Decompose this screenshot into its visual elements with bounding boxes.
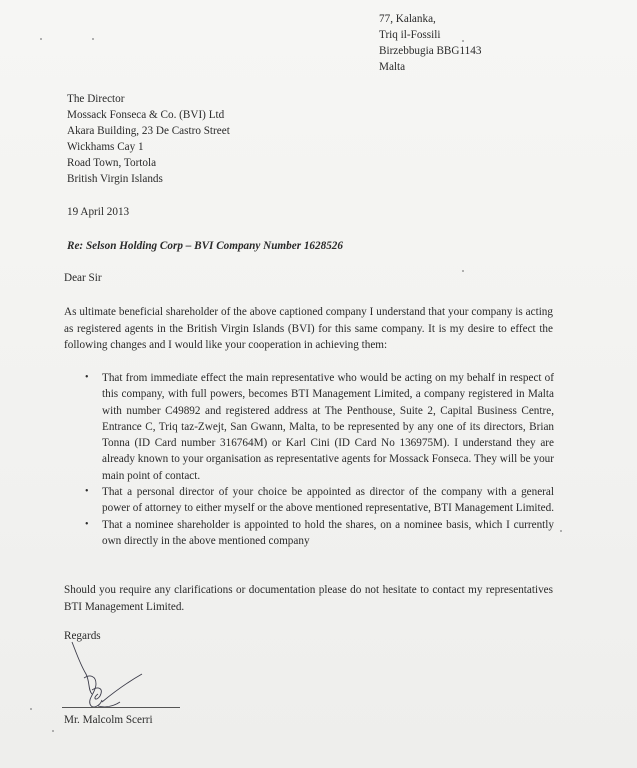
scan-speck [30, 708, 32, 710]
intro-paragraph: As ultimate beneficial shareholder of the above captioned company I understand that your company is acting as registered agents in the British Virgin Islands (BVI) for this same company. It is my desire to effect the following changes and I would like your cooperation in achieving them: [64, 306, 553, 351]
signatory-name: Mr. Malcolm Scerri [64, 714, 153, 726]
scan-speck [52, 730, 54, 732]
list-item-text: That from immediate effect the main representative who would be acting on my behalf in respect of this company, with full powers, becomes BTI Management Limited, a company registered in Malta with number C49892 and registered address at The Penthouse, Suite 2, Capital Business Centre, Entrance C, Triq taz-Zwejt, San Gwann, Malta, to be represented by any one of its directors, Brian Tonna (ID Card number 316764M) or Karl Cini (ID Card No 136975M). I understand they are already known to your organisation as representative agents for Mossack Fonseca. They will be your main point of contact. [102, 372, 554, 482]
sender-address-line: Malta [379, 61, 406, 73]
scan-speck [462, 270, 464, 272]
recipient-line: British Virgin Islands [67, 173, 163, 185]
recipient-line: Road Town, Tortola [67, 157, 157, 169]
handwritten-signature-icon [62, 640, 222, 720]
list-item [80, 484, 554, 517]
list-item [80, 370, 554, 484]
list-item [80, 517, 554, 550]
sign-off: Regards [64, 630, 101, 642]
recipient-line: Akara Building, 23 De Castro Street [67, 125, 230, 137]
salutation: Dear Sir [64, 272, 102, 284]
scan-speck [560, 530, 562, 532]
list-item-text: That a personal director of your choice be appointed as director of the company with a general power of attorney to either myself or the above mentioned representative, BTI Management Limited. [102, 486, 555, 515]
list-item-text: That a nominee shareholder is appointed to hold the shares, on a nominee basis, which I currently own directly in the above mentioned company [102, 518, 554, 547]
letter-date: 19 April 2013 [67, 206, 130, 218]
sender-address-line: Triq il-Fossili [379, 29, 441, 41]
recipient-line: The Director [67, 93, 125, 105]
request-list [80, 370, 554, 549]
recipient-line: Mossack Fonseca & Co. (BVI) Ltd [67, 109, 225, 121]
sender-address-line: Birzebbugia BBG1143 [379, 45, 482, 57]
bullet-icon: • [85, 518, 89, 530]
recipient-line: Wickhams Cay 1 [67, 141, 144, 153]
subject-line: Re: Selson Holding Corp – BVI Company Number 1628526 [67, 240, 343, 252]
bullet-icon: • [85, 486, 89, 498]
signature-line [62, 707, 180, 708]
scan-speck [462, 40, 464, 42]
scan-speck [92, 38, 94, 40]
sender-address-line: 77, Kalanka, [379, 13, 436, 25]
closing-paragraph: Should you require any clarifications or documentation please do not hesitate to contact my representatives BTI Management Limited. [64, 584, 553, 613]
bullet-icon: • [85, 372, 89, 383]
scan-speck [40, 38, 42, 40]
